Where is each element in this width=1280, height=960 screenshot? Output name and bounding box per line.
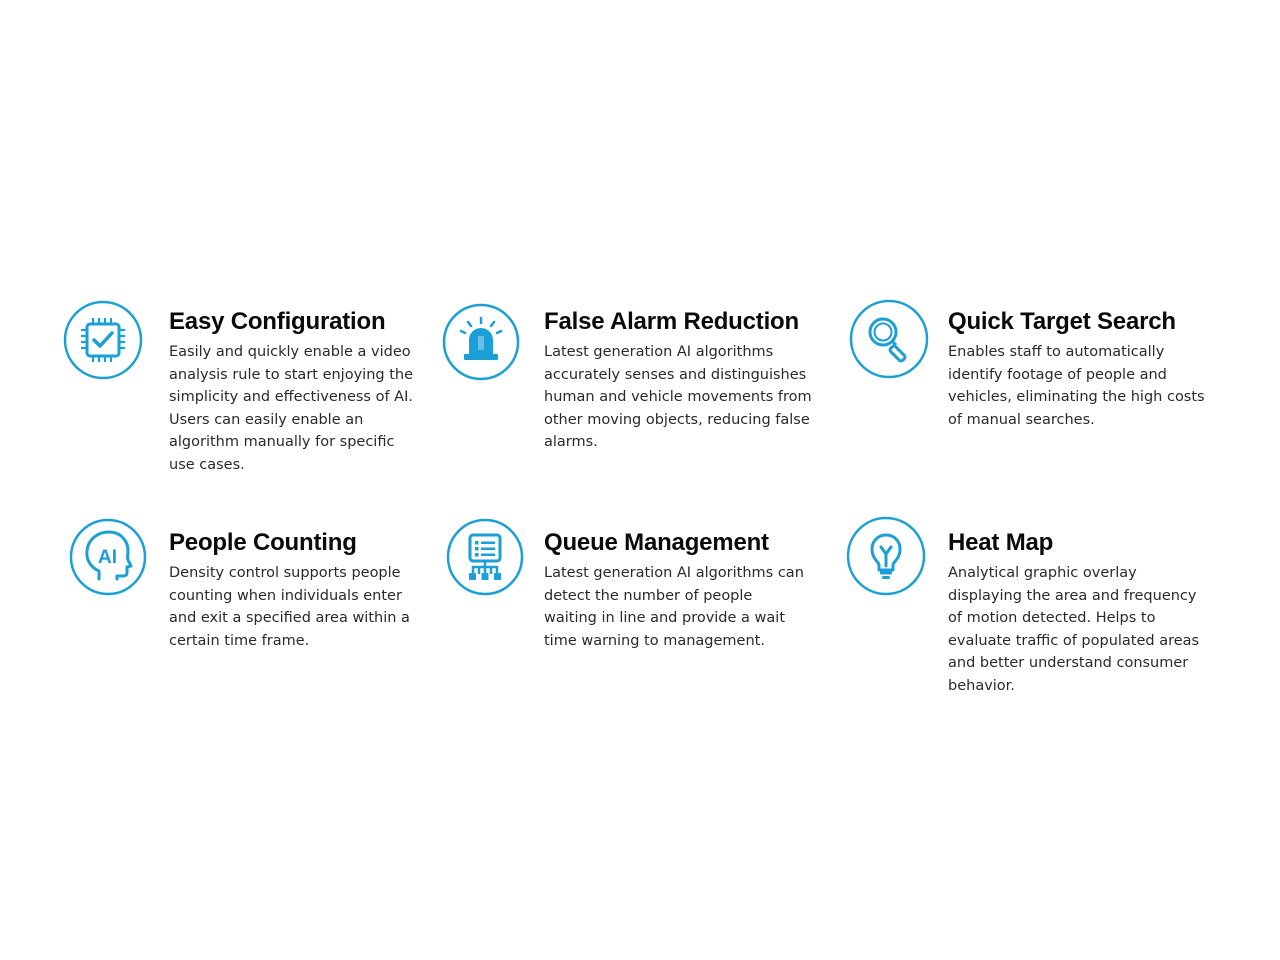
lightbulb-icon [846,516,926,596]
feature-title: Heat Map [948,529,1054,556]
feature-text [544,307,814,454]
feature-text [544,528,804,652]
feature-description: Enables staff to automatically identify footage of people and vehicles, eliminating the high costs of manual searches. [948,344,1205,428]
queue-board-icon [445,517,525,597]
alarm-siren-icon [441,302,521,382]
feature-title: Easy Configuration [169,308,386,335]
feature-title: People Counting [169,529,357,556]
ai-head-icon [68,517,148,597]
feature-text [948,307,1208,431]
feature-title: Quick Target Search [948,308,1176,335]
magnifier-icon [849,299,929,379]
feature-text [169,528,419,652]
svg-text:AI: AI [98,547,117,568]
chip-check-icon [63,300,143,380]
feature-text [169,307,419,477]
feature-description: Density control supports people counting when individuals enter and exit a specified area within a certain time frame. [169,565,410,649]
feature-title: False Alarm Reduction [544,308,799,335]
feature-description: Latest generation AI algorithms accurately senses and distinguishes human and vehicle movements from other moving objects, reducing false alarms. [544,344,812,451]
feature-title: Queue Management [544,529,769,556]
feature-description: Analytical graphic overlay displaying the area and frequency of motion detected. Helps to evaluate traffic of populated areas and better understand consumer behavior. [948,565,1200,694]
feature-text [948,528,1213,698]
feature-description: Easily and quickly enable a video analysis rule to start enjoying the simplicity and effectiveness of AI. Users can easily enable an algorithm manually for specific use cases. [169,344,413,473]
feature-description: Latest generation AI algorithms can detect the number of people waiting in line and provide a wait time warning to management. [544,565,804,649]
